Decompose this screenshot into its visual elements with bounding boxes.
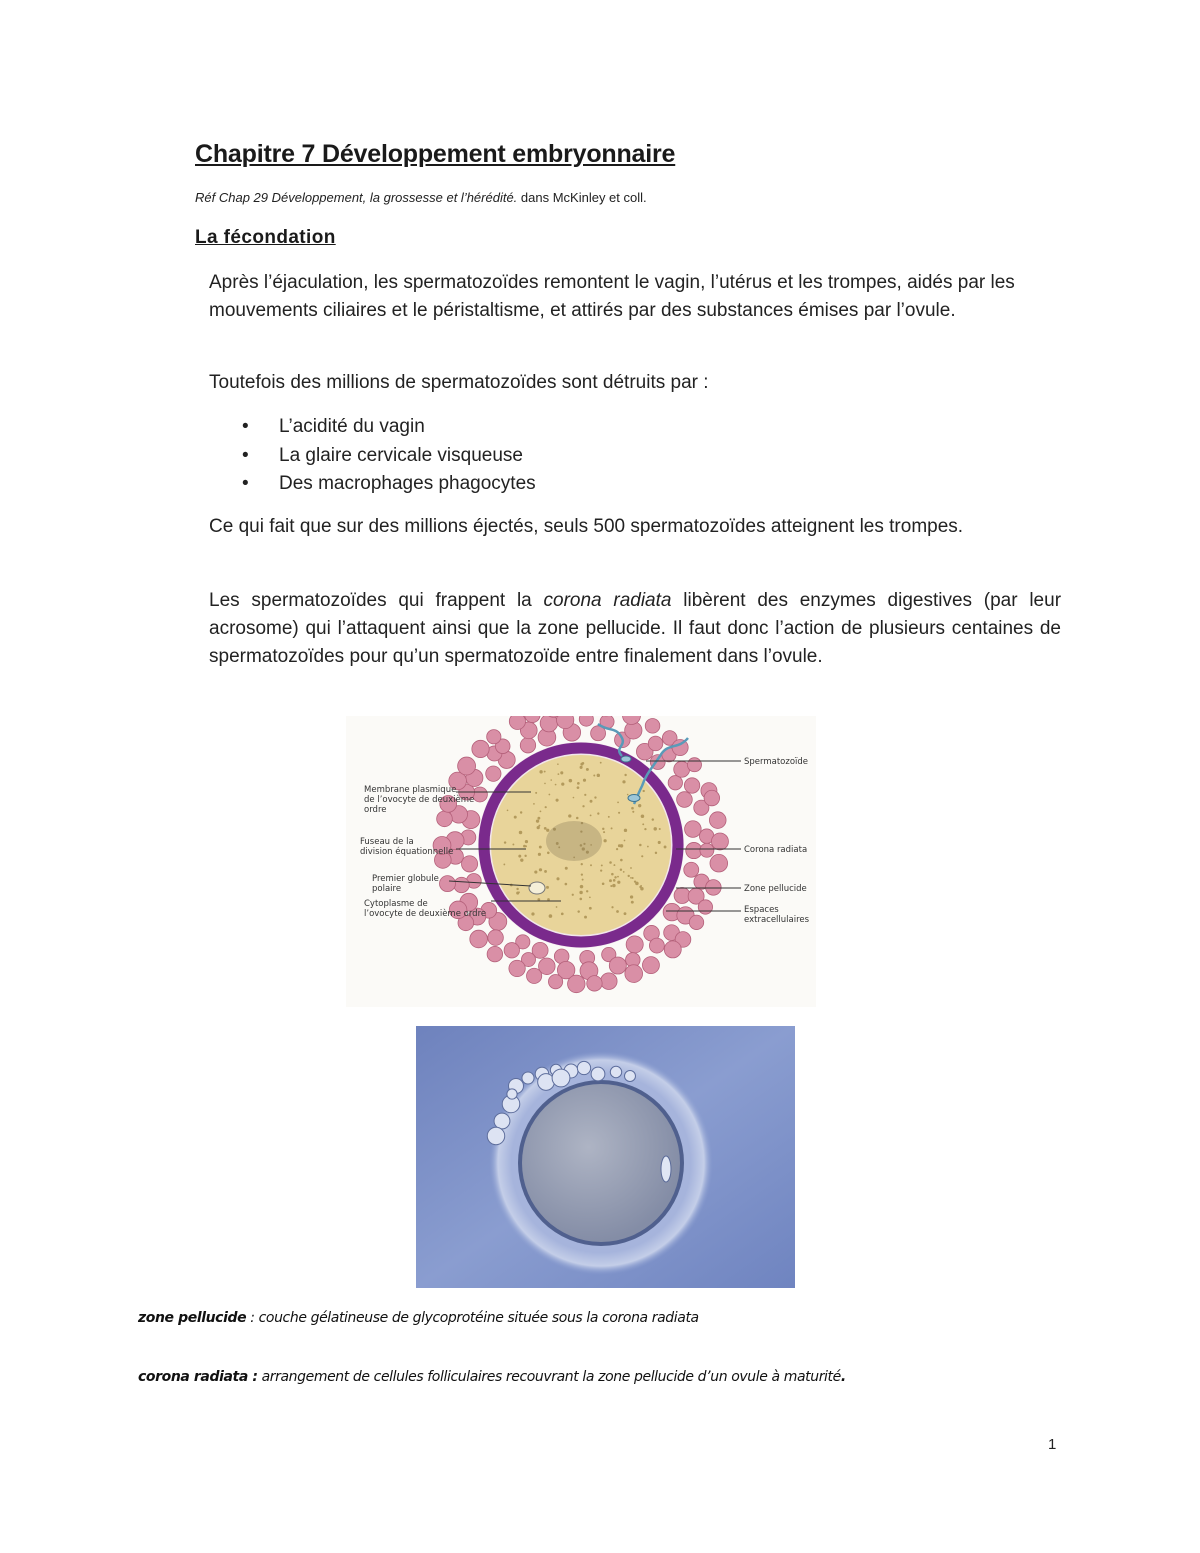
granule: [548, 794, 550, 796]
granule: [516, 888, 518, 890]
granule: [593, 774, 595, 776]
granule: [581, 874, 583, 876]
granule: [618, 812, 620, 814]
granule: [572, 894, 574, 896]
reference-line: [195, 190, 647, 205]
corona-cell: [684, 778, 699, 793]
granule: [523, 845, 526, 848]
corona-cell: [685, 821, 702, 838]
corona-cell: [504, 943, 519, 958]
corona-cell: [649, 938, 664, 953]
granule: [568, 814, 571, 817]
corona-cell: [507, 1089, 517, 1099]
corona-cell: [677, 792, 693, 808]
diagram-label: Membrane plasmique: [364, 785, 457, 795]
oocyte-micrograph: [416, 1026, 795, 1288]
granule: [503, 864, 505, 866]
granule: [601, 864, 603, 866]
granule: [539, 770, 542, 773]
granule: [603, 831, 605, 833]
granule: [561, 913, 564, 916]
granule: [640, 887, 643, 890]
list-item: [209, 413, 536, 442]
diagram-label: ordre: [364, 805, 387, 815]
granule: [630, 867, 632, 869]
granule: [600, 869, 602, 871]
corona-cell: [648, 736, 663, 751]
granule: [544, 771, 546, 773]
corona-cell: [698, 900, 712, 914]
granule: [597, 812, 599, 814]
granule: [545, 806, 547, 808]
list-item: [209, 470, 536, 499]
corona-cell: [642, 957, 659, 974]
granule: [580, 763, 583, 766]
corona-cell: [487, 730, 501, 744]
corona-cell: [674, 887, 690, 903]
granule: [556, 799, 559, 802]
granule: [616, 848, 618, 850]
granule: [609, 861, 612, 864]
granule: [600, 762, 602, 764]
definition-term: corona radiata :: [138, 1369, 258, 1385]
granule: [608, 816, 610, 818]
granule: [582, 805, 584, 807]
corona-cell: [488, 930, 504, 946]
definition-zone-pellucide: [138, 1310, 699, 1326]
granule: [586, 768, 589, 771]
granule: [611, 873, 614, 876]
granule: [576, 817, 579, 820]
granule: [579, 898, 582, 901]
granule: [580, 885, 583, 888]
corona-cell: [540, 716, 557, 732]
corona-cell: [609, 957, 626, 974]
diagram-label: Premier globule: [372, 874, 439, 884]
granule: [507, 810, 509, 812]
granule: [556, 906, 558, 908]
corona-cell: [645, 719, 660, 734]
granule: [635, 882, 639, 886]
granule: [616, 910, 619, 913]
granule: [586, 890, 588, 892]
paragraph-4: [209, 587, 1061, 671]
definition-term: zone pellucide: [138, 1310, 247, 1326]
granule: [624, 840, 626, 842]
granule: [577, 782, 580, 785]
granule: [573, 797, 575, 799]
diagram-label: division équationnelle: [360, 847, 454, 857]
corona-cell: [704, 790, 720, 806]
granule: [520, 858, 523, 861]
bullet-glyph: •: [242, 473, 249, 494]
corona-cell: [711, 833, 728, 850]
granule: [664, 846, 667, 849]
granule: [612, 884, 615, 887]
diagram-label: Corona radiata: [744, 845, 808, 855]
granule: [520, 811, 522, 813]
granule: [582, 879, 584, 881]
granule: [589, 907, 592, 910]
granule: [659, 828, 661, 830]
polar-body: [529, 882, 545, 894]
corona-cell: [552, 1069, 570, 1087]
granule: [617, 802, 619, 804]
granule: [536, 820, 539, 823]
granule: [581, 863, 583, 865]
granule: [533, 803, 535, 805]
granule: [558, 773, 560, 775]
granule: [624, 774, 626, 776]
granule: [519, 831, 522, 834]
bullet-glyph: •: [242, 416, 249, 437]
paragraph-3: Ce qui fait que sur des millions éjectés, seuls 500 spermatozoïdes atteignent les trompes.: [209, 516, 964, 537]
list-item-text: L’acidité du vagin: [279, 416, 425, 437]
granule: [540, 810, 542, 812]
granule: [641, 814, 645, 818]
bullet-glyph: •: [242, 444, 249, 466]
granule: [534, 870, 537, 873]
corona-cell: [437, 811, 453, 827]
paragraph-4-start: Les spermatozoïdes qui frappent la: [209, 590, 544, 611]
paragraph-4-term: corona radiata: [543, 590, 672, 611]
granule: [555, 784, 557, 786]
granule: [631, 807, 634, 810]
granule: [550, 779, 552, 781]
corona-cell: [709, 812, 726, 829]
granule: [590, 814, 592, 816]
corona-cell: [610, 1066, 621, 1077]
granule: [544, 783, 546, 785]
granule: [603, 839, 606, 842]
granule: [577, 786, 580, 789]
page-number: 1: [1048, 1436, 1057, 1453]
reference-italic: Réf Chap 29 Développement, la grossesse et l’hérédité.: [195, 190, 518, 205]
corona-cell: [601, 973, 618, 990]
corona-cell: [461, 856, 477, 872]
granule: [569, 779, 573, 783]
granule: [624, 912, 627, 915]
paragraph-4-end: libèrent des enzymes digestives (par leur acrosome) qui l’attaquent ainsi que la zone pellucide. Il faut donc l’action de plusieurs centaines de spermatozoïdes pour qu’un spermatozoïde entre finalement dans l’ovule.: [209, 590, 1062, 667]
reference-plain: dans McKinley et coll.: [517, 190, 647, 205]
sperm-head-2: [628, 795, 640, 802]
granule: [584, 794, 586, 796]
corona-cell: [527, 968, 542, 983]
granule: [641, 855, 643, 857]
corona-cell: [470, 930, 488, 948]
granule: [589, 897, 591, 899]
corona-cell: [668, 776, 682, 790]
granule: [610, 885, 612, 887]
granule: [577, 910, 579, 912]
list-item-text: Des macrophages phagocytes: [279, 473, 536, 494]
granule: [584, 916, 587, 919]
granule: [611, 906, 613, 908]
granule: [557, 763, 559, 765]
granule: [525, 840, 528, 843]
granule: [628, 875, 630, 877]
granule: [516, 892, 519, 895]
section-title: La fécondation: [195, 227, 336, 248]
granule: [639, 844, 642, 847]
corona-cell: [458, 757, 476, 775]
granule: [538, 853, 541, 856]
diagram-label: Zone pellucide: [744, 884, 807, 894]
list-item-text: La glaire cervicale visqueuse: [279, 444, 523, 466]
bullet-list: [209, 413, 536, 499]
definition-end: .: [840, 1369, 846, 1385]
granule: [512, 844, 514, 846]
granule: [537, 817, 540, 820]
paragraph-1: Après l’éjaculation, les spermatozoïdes remontent le vagin, l’utérus et les trompes, aidés par les mouvements ciliaires et le péristaltisme, et attirés par des substances émises par l’ovule.: [209, 272, 1015, 321]
granule: [613, 879, 616, 882]
definition-text: arrangement de cellules folliculaires recouvrant la zone pellucide d’un ovule à maturité: [257, 1369, 841, 1385]
granule: [539, 868, 542, 871]
granule: [594, 796, 596, 798]
granule: [617, 881, 620, 884]
corona-cell: [568, 975, 586, 993]
granule: [620, 844, 623, 847]
granule: [602, 828, 604, 830]
definition-text: : couche gélatineuse de glycoprotéine située sous la corona radiata: [246, 1310, 699, 1326]
granule: [514, 816, 517, 819]
granule: [547, 898, 550, 901]
definition-corona-radiata: [138, 1369, 846, 1385]
granule: [630, 895, 633, 898]
corona-cell: [487, 946, 503, 962]
corona-cell: [487, 1127, 504, 1144]
granule: [549, 914, 553, 918]
diagram-label: polaire: [372, 884, 402, 894]
corona-cell: [689, 915, 703, 929]
granule: [632, 877, 634, 879]
diagram-label: de l’ovocyte de deuxième: [364, 795, 475, 805]
granule: [613, 864, 615, 866]
granule: [655, 852, 657, 854]
corona-cell: [522, 1072, 534, 1084]
corona-cell: [700, 843, 714, 857]
granule: [579, 891, 582, 894]
granule: [643, 790, 645, 792]
granule: [609, 879, 612, 882]
corona-cell: [579, 716, 593, 726]
corona-cell: [664, 941, 681, 958]
granule: [654, 827, 657, 830]
corona-cell: [710, 854, 728, 872]
polar-body: [661, 1156, 671, 1182]
granule: [560, 771, 563, 774]
granule: [590, 800, 593, 803]
granule: [546, 829, 549, 832]
granule: [531, 912, 534, 915]
granule: [652, 818, 654, 820]
granule: [524, 855, 526, 857]
granule: [546, 886, 549, 889]
granule: [561, 783, 564, 786]
granule: [620, 859, 623, 862]
granule: [624, 829, 627, 832]
granule: [556, 877, 559, 880]
page-title: Chapitre 7 Développement embryonnaire: [195, 140, 676, 168]
granule: [611, 827, 613, 829]
granule: [535, 792, 537, 794]
corona-cell: [687, 758, 701, 772]
granule: [622, 780, 625, 783]
diagram-label: Fuseau de la: [360, 837, 414, 847]
granule: [590, 864, 592, 866]
granule: [539, 846, 542, 849]
granule: [632, 811, 634, 813]
corona-cell: [591, 1067, 605, 1081]
corona-cell: [625, 965, 643, 983]
granule: [580, 766, 583, 769]
spindle: [546, 821, 602, 861]
granule: [620, 869, 622, 871]
granule: [597, 774, 600, 777]
sperm-head-1: [621, 756, 631, 762]
granule: [544, 827, 547, 830]
diagram-label: l’ovocyte de deuxième ordre: [364, 909, 487, 919]
granule: [617, 876, 619, 878]
granule: [630, 877, 632, 879]
granule: [565, 883, 568, 886]
granule: [638, 804, 641, 807]
granule: [544, 870, 547, 873]
granule: [647, 846, 649, 848]
ovocyte-diagram: [346, 716, 816, 1007]
corona-cell: [577, 1061, 590, 1074]
corona-cell: [509, 960, 525, 976]
granule: [614, 876, 616, 878]
granule: [504, 841, 506, 843]
corona-cell: [625, 1071, 636, 1082]
granule: [627, 794, 629, 796]
granule: [623, 871, 625, 873]
granule: [631, 901, 634, 904]
corona-cell: [706, 880, 722, 896]
granule: [602, 882, 605, 885]
corona-cell: [672, 740, 688, 756]
oocyte-cytoplasm: [522, 1084, 680, 1242]
diagram-label: extracellulaires: [744, 915, 810, 925]
paragraph-2: Toutefois des millions de spermatozoïdes sont détruits par :: [209, 372, 709, 393]
corona-cell: [520, 738, 535, 753]
granule: [518, 855, 521, 858]
corona-cell: [454, 877, 469, 892]
corona-cell: [439, 876, 455, 892]
corona-cell: [509, 716, 525, 730]
list-item: [209, 442, 536, 471]
granule: [642, 823, 644, 825]
granule: [658, 841, 661, 844]
diagram-label: Cytoplasme de: [364, 899, 428, 909]
corona-cell: [486, 766, 501, 781]
corona-cell: [472, 740, 489, 757]
granule: [644, 828, 646, 830]
corona-cell: [626, 936, 643, 953]
granule: [538, 825, 540, 827]
diagram-label: Espaces: [744, 905, 779, 915]
granule: [583, 779, 586, 782]
corona-cell: [472, 787, 487, 802]
corona-cell: [684, 862, 699, 877]
granule: [547, 852, 550, 855]
diagram-label: Spermatozoïde: [744, 757, 809, 767]
corona-cell: [587, 976, 602, 991]
corona-cell: [494, 1113, 510, 1129]
corona-cell: [548, 975, 562, 989]
granule: [565, 867, 568, 870]
